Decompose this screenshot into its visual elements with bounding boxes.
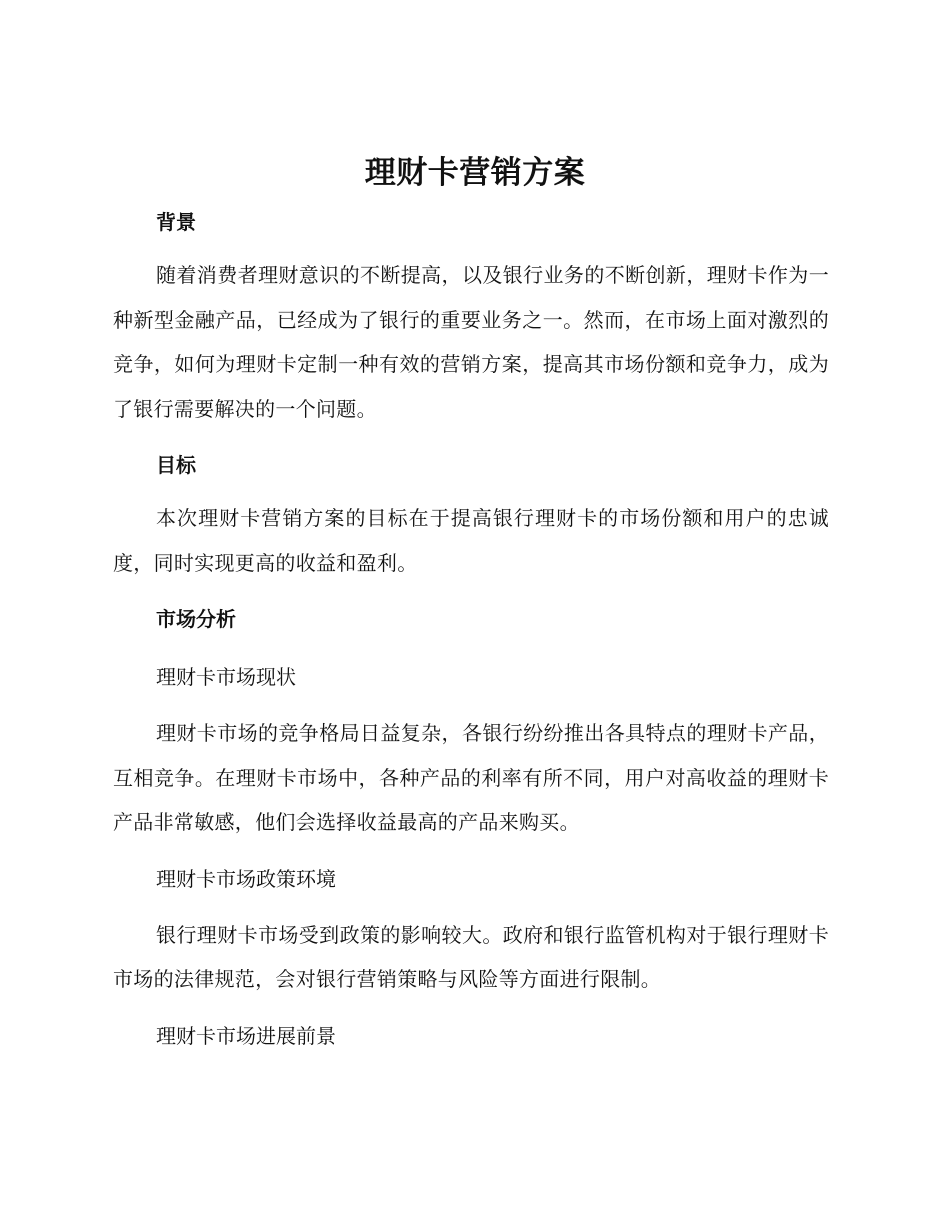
market-status-paragraph: 理财卡市场的竞争格局日益复杂，各银行纷纷推出各具特点的理财卡产品，互相竞争。在理财卡市场中，各种产品的利率有所不同，用户对高收益的理财卡产品非常敏感，他们会选择收益最高的产品来购买。 [113, 721, 829, 834]
document-body [113, 198, 829, 1060]
section-heading-goal: 目标 [156, 453, 196, 477]
subheading-market-policy: 理财卡市场政策环境 [156, 866, 336, 891]
section-heading-market-analysis: 市场分析 [156, 607, 236, 631]
market-policy-paragraph: 银行理财卡市场受到政策的影响较大。政府和银行监管机构对于银行理财卡市场的法律规范，会对银行营销策略与风险等方面进行限制。 [113, 922, 829, 991]
document-title: 理财卡营销方案 [364, 155, 586, 191]
goal-paragraph: 本次理财卡营销方案的目标在于提高银行理财卡的市场份额和用户的忠诚度，同时实现更高的收益和盈利。 [113, 506, 829, 575]
background-paragraph: 随着消费者理财意识的不断提高，以及银行业务的不断创新，理财卡作为一种新型金融产品，已经成为了银行的重要业务之一。然而，在市场上面对激烈的竞争，如何为理财卡定制一种有效的营销方案，提高其市场份额和竞争力，成为了银行需要解决的一个问题。 [113, 263, 829, 421]
subheading-market-prospect: 理财卡市场进展前景 [156, 1023, 336, 1048]
subheading-market-status: 理财卡市场现状 [156, 665, 296, 689]
section-heading-background: 背景 [156, 210, 196, 234]
